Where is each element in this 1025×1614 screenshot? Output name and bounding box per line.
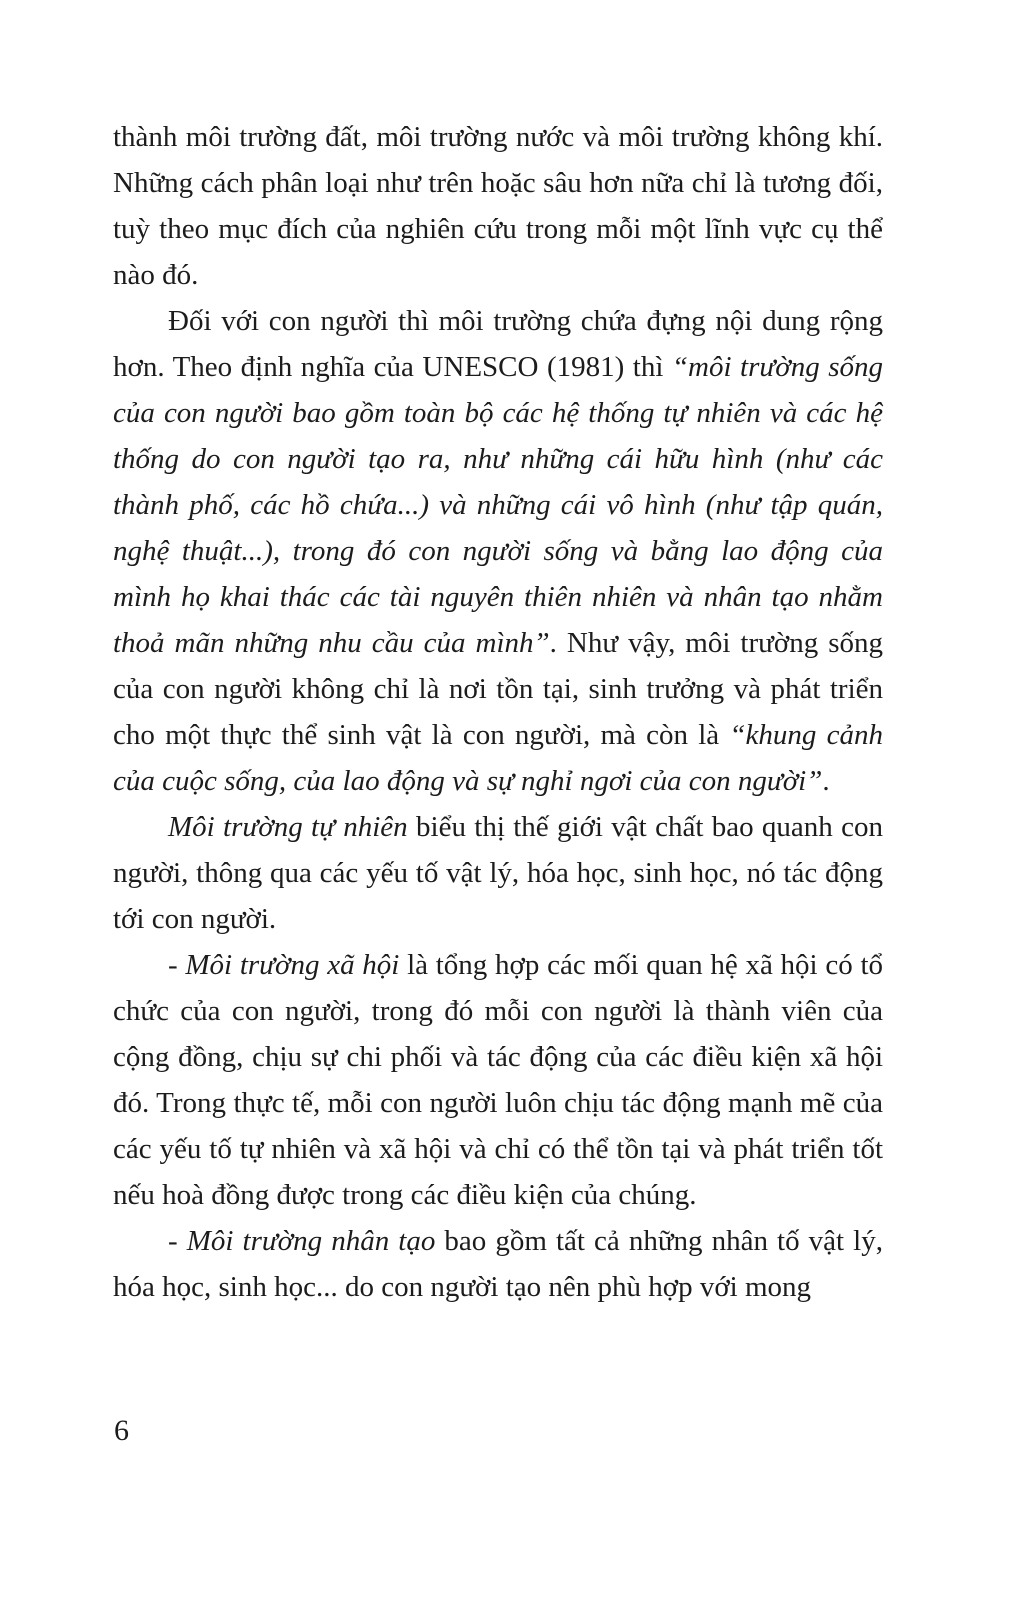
- paragraph: [113, 114, 883, 298]
- text-run: Đối với con người thì môi trường chứa đựng nội dung rộng hơn. Theo định nghĩa của UNESCO (1981) thì: [113, 305, 883, 383]
- paragraph: [113, 804, 883, 942]
- page-number: 6: [114, 1414, 129, 1447]
- paragraph: [113, 942, 883, 1218]
- text-run: . Như vậy, môi trường sống của con người không chỉ là nơi tồn tại, sinh trưởng và phát triển cho một thực thể sinh vật là con người, mà còn là: [113, 627, 883, 751]
- body-text: [113, 114, 883, 1310]
- text-run: thành môi trường đất, môi trường nước và môi trường không khí. Những cách phân loại như trên hoặc sâu hơn nữa chỉ là tương đối, tuỳ theo mục đích của nghiên cứu trong mỗi một lĩnh vực cụ thể nào đó.: [113, 121, 883, 291]
- text-run: -: [168, 949, 186, 981]
- italic-text-run: “khung cảnh của cuộc sống, của lao động và sự nghỉ ngơi của con người”: [113, 719, 883, 797]
- text-run: .: [822, 765, 830, 797]
- text-run: bao gồm tất cả những nhân tố vật lý, hóa học, sinh học... do con người tạo nên phù hợp với mong: [113, 1225, 883, 1303]
- italic-text-run: Môi trường nhân tạo: [186, 1225, 436, 1257]
- paragraph: [113, 1218, 883, 1310]
- text-run: -: [168, 1225, 187, 1257]
- italic-text-run: Môi trường tự nhiên: [168, 811, 408, 843]
- paragraph: [113, 298, 883, 804]
- text-run: biểu thị thế giới vật chất bao quanh con người, thông qua các yếu tố vật lý, hóa học, sinh học, nó tác động tới con người.: [113, 811, 884, 935]
- italic-text-run: Môi trường xã hội: [185, 949, 400, 981]
- italic-text-run: “môi trường sống của con người bao gồm toàn bộ các hệ thống tự nhiên và các hệ thống do con người tạo ra, như những cái hữu hình (như các thành phố, các hồ chứa...) và những cái vô hình (như tập quán, nghệ thuật...), trong đó con người sống và bằng lao động của mình họ khai thác các tài nguyên thiên nhiên và nhân tạo nhằm thoả mãn những nhu cầu của mình”: [113, 351, 883, 659]
- text-run: là tổng hợp các mối quan hệ xã hội có tổ chức của con người, trong đó mỗi con người là thành viên của cộng đồng, chịu sự chi phối và tác động của các điều kiện xã hội đó. Trong thực tế, mỗi con người luôn chịu tác động mạnh mẽ của các yếu tố tự nhiên và xã hội và chỉ có thể tồn tại và phát triển tốt nếu hoà đồng được trong các điều kiện của chúng.: [113, 949, 883, 1211]
